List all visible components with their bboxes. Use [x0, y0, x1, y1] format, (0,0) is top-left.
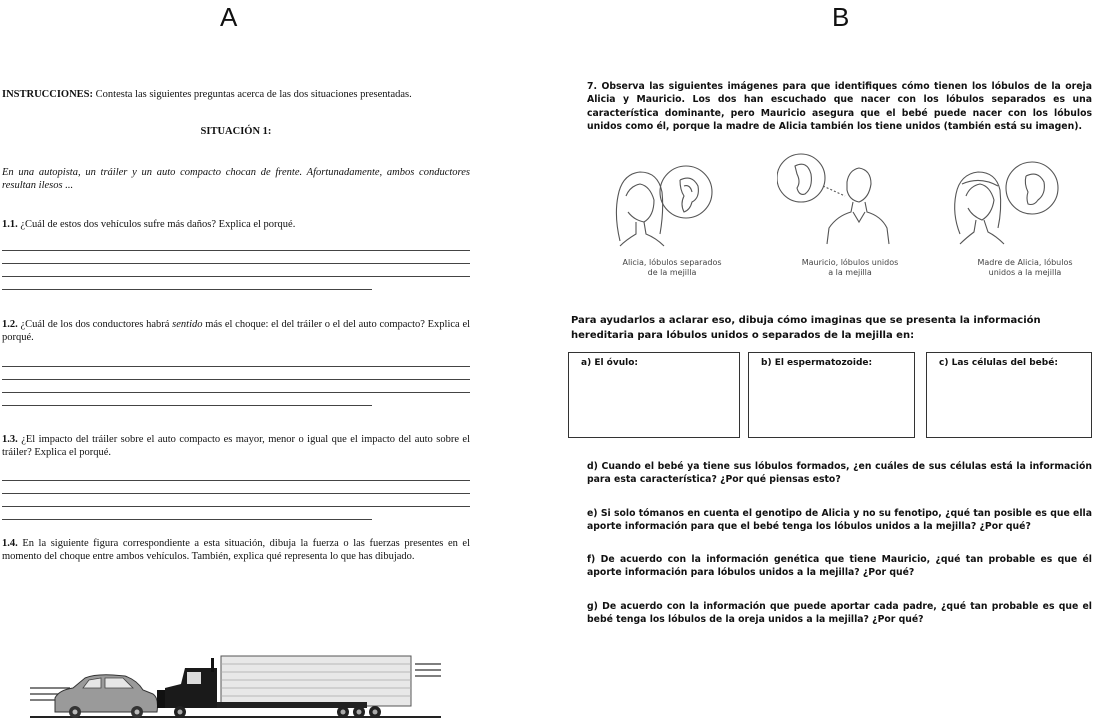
truck-trailer	[217, 656, 411, 718]
drawing-box-espermatozoide[interactable]	[748, 352, 915, 438]
collision-illustration	[25, 650, 455, 721]
caption-madre: Madre de Alicia, lóbulos unidos a la mejilla	[977, 258, 1073, 278]
drawing-box-ovulo[interactable]	[568, 352, 740, 438]
box-label-celulas: c) Las células del bebé:	[939, 358, 1058, 368]
question-text-cont: más el choque: el del tráiler o el del auto compacto? Explica el porqué.	[2, 319, 471, 344]
panel-label-b: B	[832, 2, 850, 32]
question-number: 1.4.	[2, 538, 18, 549]
panel-a-worksheet	[0, 0, 475, 721]
caption-alicia: Alicia, lóbulos separados de la mejilla	[622, 258, 722, 278]
alicia-illustration	[600, 156, 730, 248]
question-text: ¿El impacto del tráiler sobre el auto compacto es mayor, menor o igual que el impacto del auto sobre el tráiler? Explica el porqué.	[2, 434, 470, 459]
panel-b-worksheet	[565, 0, 1097, 721]
question-f: f) De acuerdo con la información genética que tiene Mauricio, ¿qué tan probable es que él aporte información para lóbulos unidos a la mejilla? ¿Por qué?	[587, 554, 1092, 579]
truck-speed-lines	[415, 664, 441, 676]
situation-title: SITUACIÓN 1:	[200, 126, 272, 137]
question-g: g) De acuerdo con la información que puede aportar cada padre, ¿qué tan probable es que el bebé tenga los lóbulos de la oreja unidos a la mejilla? ¿Por qué?	[587, 601, 1092, 626]
question-1-2	[2, 318, 470, 344]
question-number: 1.1.	[2, 219, 18, 230]
compact-car	[55, 675, 158, 718]
question-number: 1.3.	[2, 434, 18, 445]
instructions	[2, 88, 470, 101]
question-e: e) Si solo tómanos en cuenta el genotipo de Alicia y no su fenotipo, ¿qué tan posible es que ella aporte información para que el bebé tenga los lóbulos unidos a la mejilla? ¿Por qué?	[587, 508, 1092, 533]
question-emphasis: sentido	[172, 319, 203, 330]
madre-illustration	[940, 154, 1080, 246]
instructions-text: Contesta las siguientes preguntas acerca de las dos situaciones presentadas.	[95, 89, 412, 100]
mauricio-illustration	[777, 150, 902, 246]
scenario-text: En una autopista, un tráiler y un auto compacto chocan de frente. Afortunadamente, ambos conductores resultan ilesos ...	[2, 167, 470, 192]
question-text: ¿Cuál de los dos conductores habrá	[20, 319, 170, 330]
question-7: 7. Observa las siguientes imágenes para que identifiques cómo tienen los lóbulos de la oreja Alicia y Mauricio. Los dos han escuchado que nacer con los lóbulos separados es una característica dominante, pero Mauricio asegura que el bebé puede nacer con los lóbulos unidos como él, porque la madre de Alicia también los tiene unidos (también está su imagen).	[587, 81, 1092, 133]
question-d: d) Cuando el bebé ya tiene sus lóbulos formados, ¿en cuáles de sus células está la información para esta característica? ¿Por qué piensas esto?	[587, 461, 1092, 486]
question-text: ¿Cuál de estos dos vehículos sufre más daños? Explica el porqué.	[20, 219, 296, 230]
box-label-ovulo: a) El óvulo:	[581, 358, 639, 368]
drawing-box-celulas[interactable]	[926, 352, 1092, 438]
question-1-4	[2, 537, 470, 563]
question-text: En la siguiente figura correspondiente a esta situación, dibuja la fuerza o las fuerzas presentes en el momento del choque entre ambos vehículos. También, explica qué representa lo que has dibujado.	[2, 538, 471, 563]
instructions-label: INSTRUCCIONES:	[2, 89, 94, 100]
question-1-3	[2, 433, 470, 459]
panel-label-a: A	[220, 2, 238, 32]
truck-cab	[157, 658, 217, 718]
question-number: 1.2.	[2, 319, 18, 330]
drawing-instructions: Para ayudarlos a aclarar eso, dibuja cómo imaginas que se presenta la información hereditaria para lóbulos unidos o separados de la mejilla en:	[571, 315, 1041, 341]
question-1-1	[2, 218, 470, 231]
box-label-espermatozoide: b) El espermatozoide:	[761, 358, 873, 368]
caption-mauricio: Mauricio, lóbulos unidos a la mejilla	[801, 258, 899, 278]
